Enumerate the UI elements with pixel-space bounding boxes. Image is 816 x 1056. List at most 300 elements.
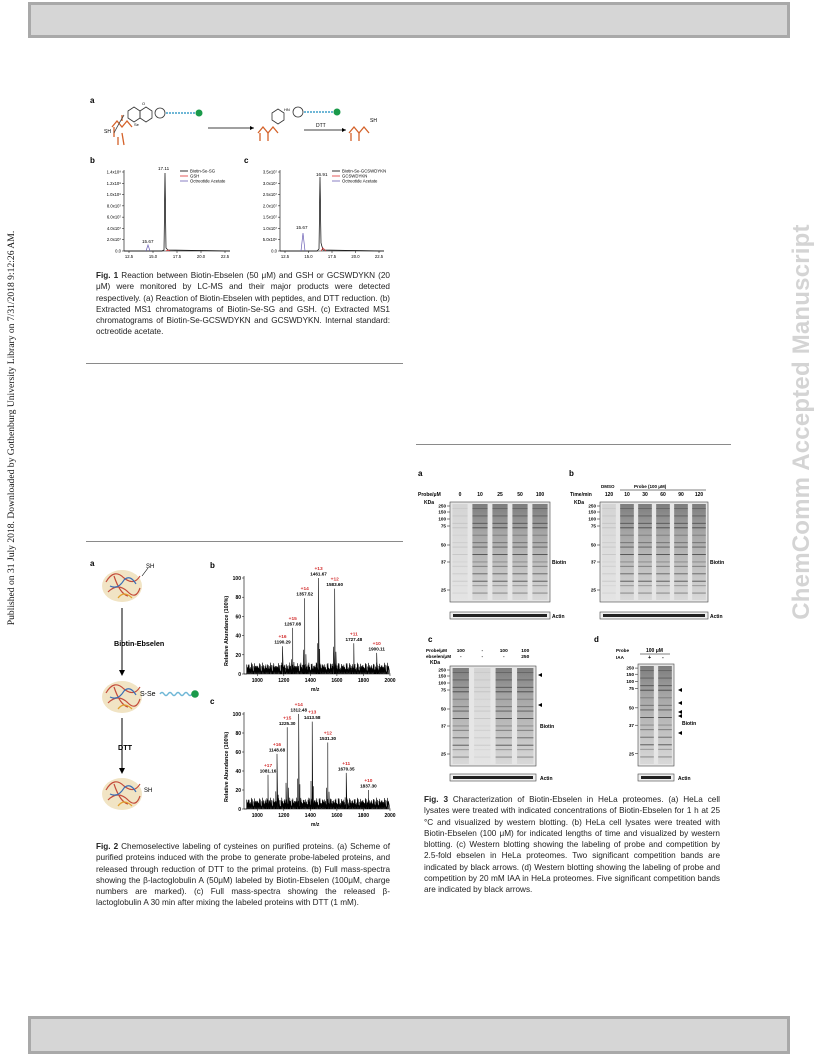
fig3-c-band	[474, 679, 490, 680]
fig1-panel-a-label: a	[90, 96, 95, 105]
fig3-d-band	[658, 749, 672, 750]
fig3-c-band	[517, 699, 533, 700]
fig3-c-band	[453, 749, 469, 750]
fig1-c-std-peak-trace	[301, 233, 305, 251]
fig3-d-arrow-icon	[678, 710, 682, 714]
fig3-c-band	[453, 691, 469, 692]
fig3-b-band	[620, 527, 634, 528]
fig3-b-band	[674, 593, 688, 594]
fig1-c-peak-label-std: 15.67	[296, 225, 308, 230]
fig3-b-time-label: 120	[694, 492, 704, 498]
fig3-b-band	[692, 535, 706, 536]
fig3-c-band	[517, 706, 533, 707]
fig3-c-band	[453, 699, 469, 700]
fig1-c-legend-item: Biotin-Se-GCSWDYKN	[342, 168, 387, 174]
fig3-a-band	[492, 561, 507, 562]
fig3-d-band	[640, 756, 654, 757]
fig3-a-band	[512, 585, 527, 586]
fig1-b-xtick-label: 17.5	[172, 254, 182, 259]
fig3-b-band	[620, 566, 634, 567]
figure-2-caption-label: Fig. 2	[96, 842, 119, 851]
column-rule	[86, 363, 403, 364]
fig3-c-band	[474, 687, 490, 688]
fig1-biotin-ball-2	[334, 109, 341, 116]
fig2-b-xtick-label: 1000	[251, 678, 263, 684]
fig3-b-band	[638, 566, 652, 567]
fig3-b-ladder	[588, 504, 600, 593]
fig3-b-band	[674, 515, 688, 516]
fig3-b-ladder-label: 250	[588, 503, 596, 509]
fig3-d-band	[658, 709, 672, 710]
column-rule	[86, 541, 403, 542]
fig2-b-xlabel: m/z	[311, 687, 320, 693]
fig1-b-legend-item: Biotin-Se-SG	[190, 168, 216, 174]
fig3-a-band	[532, 542, 547, 543]
fig3-d-band	[658, 690, 672, 691]
fig1-c-ytick-label: 1.0x10⁷	[262, 225, 277, 231]
fig3-a-band	[472, 523, 487, 524]
fig3-c-band	[474, 699, 490, 700]
fig3-b-probe: Probe (100 μM)	[634, 484, 667, 489]
fig3-b-ladder-label: 100	[588, 516, 596, 522]
fig2-panel-a-label: a	[90, 559, 95, 568]
fig3-b-kda: KDa	[574, 500, 585, 506]
fig1-c-ytick-label: 2.5x10⁷	[262, 192, 277, 198]
fig2-b-peak-charge: +10	[372, 641, 381, 647]
fig3-b-band	[638, 561, 652, 562]
fig3-c-row2-value: 250	[521, 655, 530, 660]
fig3-d-band	[640, 717, 654, 718]
fig3-b-band	[620, 581, 634, 582]
fig2-b-xtick-label: 1400	[304, 678, 316, 684]
fig2-c-ylabel: Relative Abundance (100%)	[224, 731, 230, 802]
fig3-c-band	[496, 737, 512, 738]
fig2-b-ytick-label: 80	[235, 595, 241, 602]
fig3-b-band	[692, 523, 706, 524]
fig3-a-band	[472, 515, 487, 516]
fig3-c-band	[474, 749, 490, 750]
fig1-b-ytick-label: 1.4x10⁸	[106, 169, 121, 175]
fig3-b-time-label: 30	[642, 492, 648, 498]
fig3-a-band	[492, 515, 507, 516]
fig3-a-band	[472, 585, 487, 586]
fig3-b-band	[656, 573, 670, 574]
fig3-b-band	[620, 561, 634, 562]
fig3-a-band	[452, 593, 467, 594]
fig2-c-spectrum-trace	[244, 714, 390, 809]
fig3-b-band	[638, 527, 652, 528]
fig2-b-yticks	[233, 576, 244, 678]
fig3-d-band	[658, 685, 672, 686]
fig1-b-xtick-label: 22.5	[220, 254, 230, 259]
fig3-a-actin-label: Actin	[552, 614, 565, 620]
fig1-c-legend	[332, 169, 386, 184]
fig3-b-band	[674, 561, 688, 562]
fig2-b-peak-mz: 1583.60	[326, 582, 344, 588]
fig3-a-band	[472, 547, 487, 548]
fig3-b-band	[692, 593, 706, 594]
fig3-a-band	[492, 508, 507, 509]
fig2-b-ylabel: Relative Abundance (100%)	[224, 595, 230, 666]
fig3-b-band	[602, 554, 616, 555]
fig3-d-ladder-label: 37	[628, 722, 634, 728]
fig3-a-band	[532, 573, 547, 574]
fig2-b-peak-mz: 1190.29	[274, 639, 291, 645]
fig3-c-band	[496, 711, 512, 712]
svg-text:HN: HN	[284, 107, 290, 112]
fig3-b-row-label: Time/min	[570, 492, 592, 498]
fig3-b-band	[656, 542, 670, 543]
fig3-a-band	[472, 566, 487, 567]
fig3-c-arrow-icon	[538, 703, 542, 707]
fig3-a-band	[512, 554, 527, 555]
fig3-b-band	[692, 515, 706, 516]
fig3-c-row1-value: -	[481, 649, 484, 654]
fig3-b-band	[674, 554, 688, 555]
fig3-c-band	[517, 672, 533, 673]
fig3-c-band	[517, 745, 533, 746]
fig2-b-peak-charge: +12	[330, 577, 339, 583]
fig3-c-band	[453, 718, 469, 719]
fig3-b-band	[692, 542, 706, 543]
protein-structure-middle	[102, 681, 142, 713]
fig3-b-ladder-label: 50	[590, 542, 596, 548]
fig3-a-band	[472, 573, 487, 574]
fig3-c-arrow-icon	[538, 673, 542, 677]
fig2-c-peak-mz: 1312.48	[290, 707, 308, 713]
fig3-b-band	[692, 527, 706, 528]
fig3-a-ladder-label: 50	[440, 542, 446, 548]
fig3-b-band	[692, 547, 706, 548]
fig3-b-band	[602, 508, 616, 509]
fig3-a-band	[512, 561, 527, 562]
fig3-c-biotin-label: Biotin	[540, 724, 555, 730]
fig2-c-xticks	[252, 809, 396, 819]
fig2-c-peak-mz: 1670.35	[337, 766, 355, 772]
fig3-b-ladder-label: 25	[590, 587, 596, 593]
fig1-c-ytick-label: 3.5x10⁷	[262, 169, 277, 175]
fig3-d-ladder	[626, 666, 638, 757]
fig2-c-ytick-label: 20	[235, 788, 241, 794]
fig3-panel-c-label: c	[428, 635, 433, 644]
fig3-b-band	[692, 554, 706, 555]
fig3-b-band	[602, 542, 616, 543]
fig3-a-band	[472, 581, 487, 582]
column-rule	[416, 444, 731, 445]
fig3-c-row1-value: 100	[499, 649, 508, 654]
fig3-c-band	[474, 691, 490, 692]
fig3-b-band	[656, 535, 670, 536]
fig3-d-band	[640, 685, 654, 686]
fig3-d-band	[640, 705, 654, 706]
fig1-b-xtick-label: 20.0	[196, 254, 206, 259]
fig3-a-band	[532, 523, 547, 524]
fig3-b-ladder-label: 150	[588, 509, 596, 515]
fig3-c-band	[496, 745, 512, 746]
fig3-a-conc-label: 10	[477, 492, 483, 498]
figure-3-caption-label: Fig. 3	[424, 795, 448, 804]
fig3-a-band	[532, 535, 547, 536]
fig3-b-band	[656, 581, 670, 582]
fig3-b-band	[638, 547, 652, 548]
header-bar	[28, 2, 790, 38]
fig2-b-xtick-label: 1600	[331, 678, 343, 684]
fig3-a-band	[452, 585, 467, 586]
fig1-c-xticks	[281, 251, 384, 259]
fig3-a-band	[532, 508, 547, 509]
fig3-c-band	[474, 672, 490, 673]
fig3-a-band	[452, 581, 467, 582]
fig3-c-band	[517, 737, 533, 738]
fig1-c-peak-label-main: 16.91	[316, 172, 328, 177]
fig3-a-band	[512, 542, 527, 543]
fig3-c-band	[453, 711, 469, 712]
fig1-b-ytick-label: 1.2x10⁸	[106, 180, 121, 186]
fig3-d-band	[658, 705, 672, 706]
figure-3-caption	[424, 794, 720, 896]
fig1-b-ytick-label: 0.0	[115, 248, 121, 254]
fig3-d-ladder-label: 50	[628, 705, 634, 711]
fig3-b-band	[674, 542, 688, 543]
fig3-b-band	[620, 593, 634, 594]
fig3-b-band	[620, 535, 634, 536]
fig3-a-conc-label: 25	[497, 492, 503, 498]
fig2-c-xlabel: m/z	[311, 822, 320, 828]
fig2-panel-b-label: b	[210, 561, 215, 570]
fig2-c-peak-mz: 1413.58	[303, 715, 321, 721]
fig3-d-band	[658, 737, 672, 738]
fig3-d-iaa-minus: -	[662, 655, 664, 661]
fig3-a-band	[512, 573, 527, 574]
fig3-c-row2-value: -	[502, 655, 505, 660]
fig2-b-xtick-label: 1200	[278, 678, 290, 684]
fig3-c-band	[517, 687, 533, 688]
fig1-dtt-label: DTT	[316, 123, 326, 129]
fig3-d-arrow-icon	[678, 688, 682, 692]
figure-3-caption-text: Characterization of Biotin-Ebselen in HeLa proteomes. (a) HeLa cell lysates were treated with indicated concentrations of Biotin-Ebselen for 1 h at 25 °C and visualized by western blotting. (b) HeLa cell lysates were treated with Biotin-Ebselen (100 μM) for indicated lengths of time and visualized by western blotting. (c) Western blotting showing the labeling of probe and competition by 2.5-fold ebselen in HeLa proteomes. Two significant competition bands are indicated by black arrows. (d) Western blotting showing the labeling of probe and competition by 20 mM IAA in HeLa proteomes. Five significant competition bands are indicated by black arrows.	[424, 795, 720, 895]
fig3-d-band	[658, 744, 672, 745]
fig3-c-band	[496, 679, 512, 680]
fig3-c-ladder-label: 250	[438, 667, 446, 673]
fig3-a-band	[512, 523, 527, 524]
fig3-d-band	[640, 737, 654, 738]
fig3-c-ladder-label: 150	[438, 673, 446, 679]
fig2-b-xticks	[252, 674, 396, 684]
fig3-c-band	[496, 730, 512, 731]
fig2-c-xtick-label: 1400	[304, 813, 316, 819]
fig3-b-band	[620, 523, 634, 524]
fig2-biotin-ball	[191, 690, 199, 698]
fig3-c-band	[517, 730, 533, 731]
fig3-c-row2-value: -	[459, 655, 462, 660]
fig1-c-legend-item: GCSWDYKN	[342, 173, 368, 179]
fig3-a-band	[472, 508, 487, 509]
fig3-b-band	[674, 527, 688, 528]
fig3-c-band	[474, 757, 490, 758]
fig3-d-ladder-label: 100	[626, 678, 634, 684]
fig2-b-peak-charge: +11	[349, 632, 358, 638]
figure-2-caption	[96, 841, 390, 909]
fig3-c-band	[496, 691, 512, 692]
fig3-b-band	[656, 585, 670, 586]
fig3-a-band	[532, 561, 547, 562]
fig2-c-xtick-label: 1800	[357, 813, 370, 819]
fig1-peptide-chain-left	[112, 115, 132, 145]
fig3-b-band	[638, 554, 652, 555]
fig2-c-ytick-label: 0	[238, 807, 241, 813]
fig3-a-band	[492, 554, 507, 555]
fig2-b-ytick-label: 100	[232, 576, 241, 582]
fig1-scheme-sh-left: SH	[104, 129, 111, 135]
fig3-a-band	[492, 547, 507, 548]
fig3-d-band	[640, 670, 654, 671]
fig3-b-band	[656, 527, 670, 528]
fig3-c-band	[496, 749, 512, 750]
fig3-b-actin-label: Actin	[710, 614, 723, 620]
fig3-d-band	[640, 697, 654, 698]
fig3-d-probe-value: 100 μM	[646, 648, 663, 654]
fig3-c-band	[496, 725, 512, 726]
fig3-d-iaa-plus: +	[648, 655, 652, 661]
fig3-a-band	[452, 508, 467, 509]
fig3-d-probe-label: Probe	[616, 648, 630, 653]
fig3-a-row-label: Probe/μM	[418, 492, 441, 498]
fig3-b-time-label: 120	[604, 492, 614, 498]
fig3-a-ladder-label: 37	[440, 559, 446, 565]
fig3-b-band	[602, 515, 616, 516]
fig3-c-band	[517, 691, 533, 692]
fig3-a-band	[452, 566, 467, 567]
fig3-c-band	[453, 757, 469, 758]
fig3-b-band	[674, 508, 688, 509]
fig2-c-peak-charge: +15	[283, 716, 292, 722]
fig3-d-arrow-icon	[678, 701, 682, 705]
fig3-d-actin-label: Actin	[678, 776, 691, 782]
fig3-a-band	[532, 581, 547, 582]
fig3-panel-a-label: a	[418, 469, 423, 478]
fig3-a-band	[492, 573, 507, 574]
fig2-c-peak-charge: +16	[272, 742, 282, 748]
fig3-d-band	[640, 690, 654, 691]
fig3-b-band	[638, 508, 652, 509]
fig3-a-band	[472, 535, 487, 536]
fig3-b-band	[656, 593, 670, 594]
fig3-b-band	[674, 566, 688, 567]
fig2-c-peak-mz: 1531.30	[319, 736, 337, 741]
fig3-a-band	[532, 585, 547, 586]
fig3-d-band	[658, 678, 672, 679]
fig1-b-xticks	[125, 251, 230, 259]
fig3-a-biotin-label: Biotin	[552, 560, 567, 566]
fig1-scheme-sh-right: SH	[370, 118, 377, 124]
fig3-a-ladder-label: 250	[438, 503, 446, 509]
fig3-a-band	[492, 535, 507, 536]
fig3-d-biotin-label: Biotin	[682, 721, 697, 727]
fig3-a-band	[512, 566, 527, 567]
fig3-panel-b-label: b	[569, 469, 574, 478]
fig1-b-main-peak-trace	[124, 173, 230, 251]
fig1-b-peak-label-main: 17.11	[158, 166, 170, 171]
fig3-b-band	[692, 508, 706, 509]
fig1-b-xtick-label: 12.5	[124, 254, 134, 259]
fig3-a-band	[452, 573, 467, 574]
fig3-c-band	[517, 718, 533, 719]
fig3-c-actin-label: Actin	[540, 776, 553, 782]
fig3-b-band	[620, 547, 634, 548]
fig3-c-row1	[457, 648, 530, 654]
fig1-b-yticks	[107, 170, 124, 254]
fig3-a-band	[512, 547, 527, 548]
figure-2-caption-text: Chemoselective labeling of cysteines on purified proteins. (a) Scheme of purified proteins induced with the probe to generate probe-labeled proteins, and released through reduction of DTT to the primal proteins. (b) Full mass-spectra showing the β-lactoglobulin A (50μM) labeled by Biotin-Ebselen (100μM, charge numbers are marked). (c) Full mass-spectra showing the released β-lactoglobulin A 30 min after mixing the labeled proteins with DTT (1 mM).	[96, 842, 390, 908]
fig3-d-band	[640, 744, 654, 745]
fig3-c-band	[474, 711, 490, 712]
fig2-c-xtick-label: 1200	[278, 813, 290, 819]
fig3-a-band	[532, 547, 547, 548]
fig2-c-xtick-label: 1600	[331, 813, 343, 819]
fig3-b-time-label: 90	[678, 492, 684, 498]
fig1-c-gcs-trace	[321, 248, 326, 251]
fig3-c-band	[517, 711, 533, 712]
fig3-b-band	[674, 535, 688, 536]
fig1-b-ytick-label: 8.0x10⁷	[106, 203, 121, 209]
fig3-a-band	[512, 515, 527, 516]
fig3-b-band	[638, 573, 652, 574]
fig3-b-band	[692, 561, 706, 562]
fig2-b-peak-mz: 1461.67	[310, 571, 327, 577]
fig3-c-band	[496, 687, 512, 688]
fig3-a-band	[452, 561, 467, 562]
fig3-d-ladder-label: 25	[628, 751, 634, 757]
fig3-a-concentrations	[459, 492, 545, 498]
publication-side-note: Published on 31 July 2018. Downloaded by Gothenburg University Library on 7/31/2018 9:12:26 AM.	[6, 230, 17, 626]
fig2-c-peak-charge: +12	[323, 731, 332, 737]
fig3-c-row1-value: 100	[521, 649, 530, 654]
fig1-c-legend-item: Octreotide Acetate	[342, 178, 378, 184]
fig2-b-peak-charge: +15	[288, 616, 297, 622]
fig3-b-band	[602, 581, 616, 582]
fig3-a-band	[512, 527, 527, 528]
fig3-b-ladder-label: 37	[590, 559, 596, 565]
fig3-c-row1-label: Probe/μM	[426, 648, 447, 653]
fig3-a-band	[532, 527, 547, 528]
fig1-c-main-peak-trace	[280, 177, 384, 251]
fig3-d-band	[658, 729, 672, 730]
fig3-b-band	[638, 581, 652, 582]
fig3-b-band	[602, 547, 616, 548]
fig2-sh-bottom: SH	[144, 788, 153, 794]
accepted-manuscript-watermark: ChemComm Accepted Manuscript	[788, 224, 815, 620]
fig1-c-xtick-label: 17.5	[327, 254, 337, 259]
fig3-c-band	[496, 699, 512, 700]
svg-text:Se: Se	[134, 122, 139, 127]
fig2-c-peak-mz: 1837.30	[360, 783, 377, 789]
fig3-c-band	[453, 745, 469, 746]
fig3-b-band	[638, 535, 652, 536]
fig3-b-band	[620, 508, 634, 509]
fig3-a-kda: KDa	[424, 500, 435, 506]
fig1-b-legend-item: GSH	[190, 173, 200, 179]
fig3-c-band	[474, 706, 490, 707]
fig3-b-band	[656, 566, 670, 567]
fig3-a-band	[532, 593, 547, 594]
fig3-a-band	[512, 581, 527, 582]
fig1-b-std-peak-trace	[146, 245, 150, 251]
fig3-b-band	[674, 547, 688, 548]
fig3-b-ladder-label: 75	[590, 523, 596, 529]
fig1-peptide-chain-mid	[258, 127, 278, 141]
fig3-c-ladder-label: 50	[440, 706, 446, 712]
fig3-b-band	[638, 515, 652, 516]
